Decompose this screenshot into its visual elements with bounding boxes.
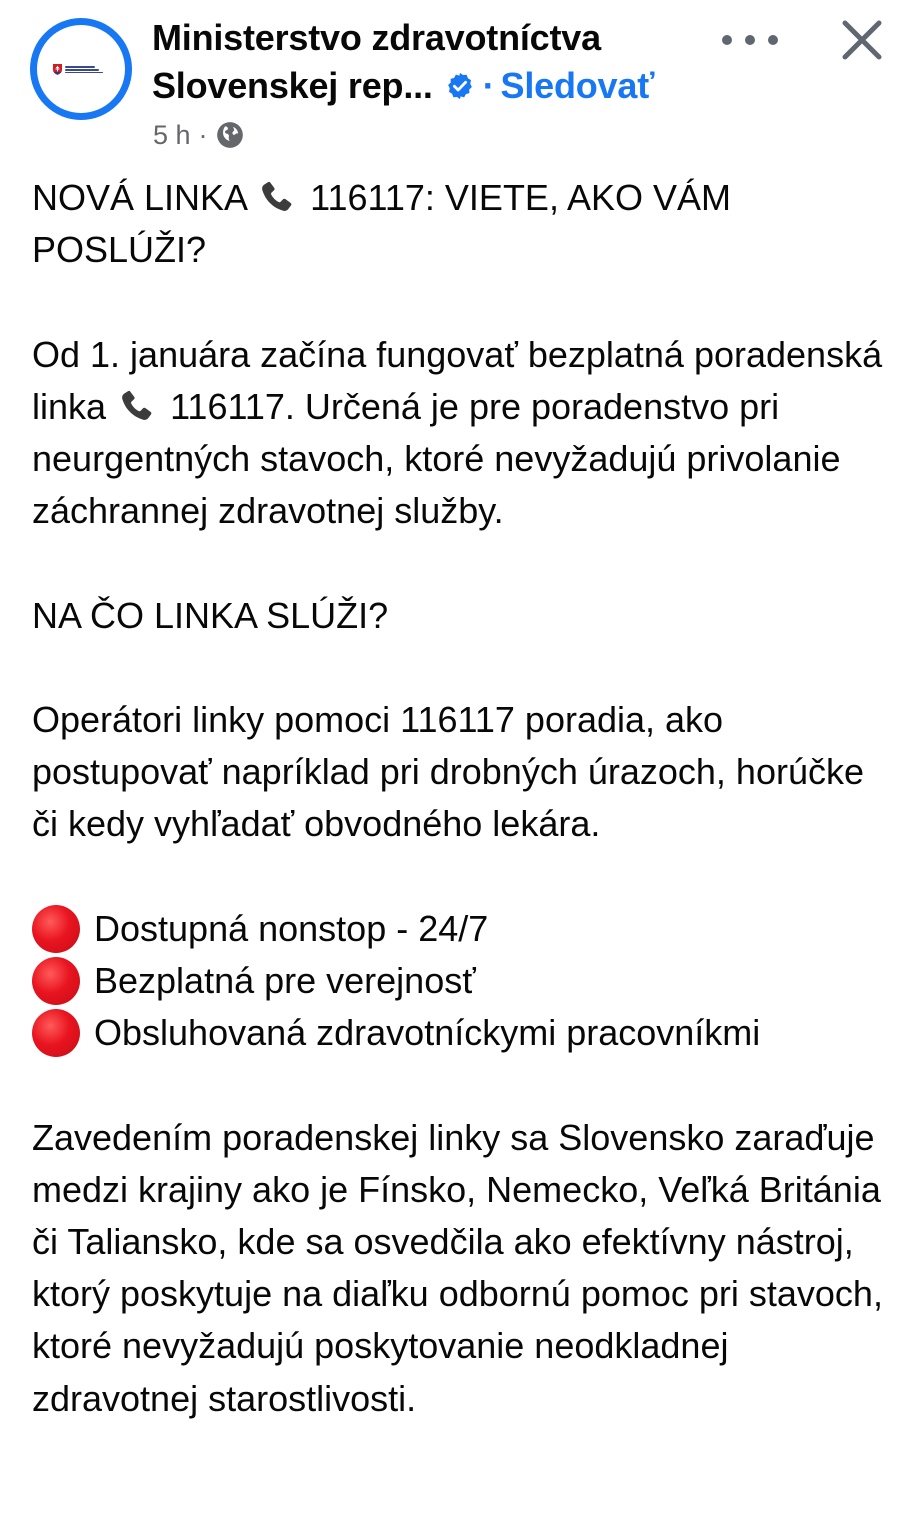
logo-text <box>65 66 103 73</box>
page-name-line2[interactable]: Slovenskej rep... <box>152 65 433 106</box>
paragraph-intro <box>32 329 892 538</box>
intro-text-2: 116117. Určená je pre poradenstvo pri neurgentných stavoch, ktoré nevyžadujú privolanie záchrannej zdravotnej služby. <box>32 385 841 532</box>
bullet-item <box>32 955 892 1007</box>
post-body <box>32 172 892 1425</box>
bullet-list <box>32 903 892 1060</box>
post-header <box>0 0 912 160</box>
bullet-text: Dostupná nonstop - 24/7 <box>94 907 489 949</box>
paragraph-services: Operátori linky pomoci 116117 poradia, ako postupovať napríklad pri drobných úrazoch, horúčke či kedy vyhľadať obvodného lekára. <box>32 698 864 845</box>
follow-button[interactable]: Sledovať <box>500 65 655 106</box>
telephone-receiver-icon <box>118 388 154 424</box>
bullet-item <box>32 903 892 955</box>
paragraph-countries: Zavedením poradenskej linky sa Slovensko zaraďuje medzi krajiny ako je Fínsko, Nemecko, Veľká Británia či Taliansko, kde sa osvedčila ako efektívny nástroj, ktorý poskytuje na diaľku odbornú pomoc pri stavoch, ktoré nevyžadujú poskytovanie neodkladnej zdravotnej starostlivosti. <box>32 1116 883 1419</box>
more-dot-icon <box>722 35 732 45</box>
post-meta <box>153 117 244 153</box>
bullet-text: Bezplatná pre verejnosť <box>94 959 476 1001</box>
more-dot-icon <box>768 35 778 45</box>
name-separator: · <box>482 65 495 106</box>
avatar-inner <box>37 25 125 113</box>
meta-separator: · <box>198 120 208 150</box>
page-name[interactable] <box>152 14 654 110</box>
bullet-item <box>32 1007 892 1059</box>
telephone-receiver-icon <box>258 179 294 215</box>
globe-icon <box>216 121 244 149</box>
bullet-text: Obsluhovaná zdravotníckymi pracovníkmi <box>94 1012 761 1054</box>
post-title <box>32 172 892 276</box>
verified-badge-icon <box>445 71 475 101</box>
page-name-line1[interactable]: Ministerstvo zdravotníctva <box>152 17 601 58</box>
close-icon[interactable] <box>838 16 886 64</box>
slovak-coat-of-arms-icon <box>53 64 62 75</box>
red-circle-icon <box>32 905 80 953</box>
section-heading: NA ČO LINKA SLÚŽI? <box>32 594 389 636</box>
ministry-logo-icon <box>53 58 109 80</box>
title-text-2: 116117: VIETE, AKO VÁM POSLÚŽI? <box>32 177 731 271</box>
red-circle-icon <box>32 1009 80 1057</box>
title-text-1: NOVÁ LINKA <box>32 177 247 218</box>
red-circle-icon <box>32 957 80 1005</box>
intro-text-1: Od 1. januára začína fungovať bezplatná poradenská linka <box>32 333 883 427</box>
post-time[interactable]: 5 h <box>153 120 191 150</box>
page-name-row2 <box>152 62 654 110</box>
more-dot-icon <box>745 35 755 45</box>
more-options-button[interactable] <box>722 26 778 54</box>
page-avatar[interactable] <box>30 18 132 120</box>
